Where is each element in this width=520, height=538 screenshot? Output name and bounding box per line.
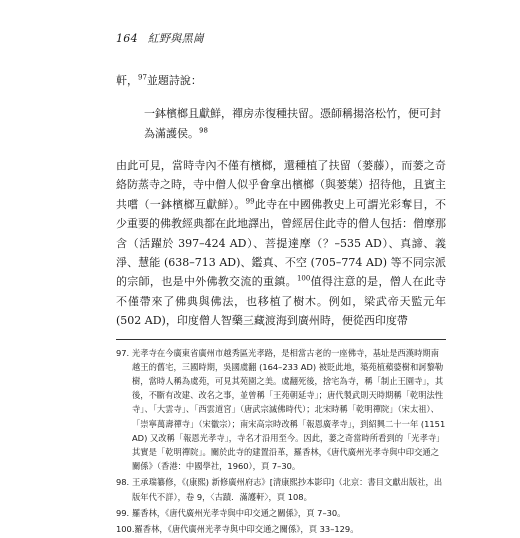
footnote-text: 羅香林，《唐代廣州光孝寺與中印交通之關係》，頁 33–129。 [134,524,359,535]
footnote-number: 98. [116,477,130,488]
poem-text: 一鉢檳榔且獻鮮，禪房赤復種扶留。憑師稱揚洛松竹，便可封為滿護侯。 [144,107,441,140]
main-paragraph [116,156,446,331]
footnote-text: 羅香林，《唐代廣州光孝寺與中印交通之關係》，頁 7–30。 [132,507,346,518]
paragraph-text-3: 值得注意的是，僧人在此寺不僅帶來了佛典與佛法，也移植了樹木。例如，梁武帝天監元年 (502 AD)，印度僧人智藥三藏渡海到廣州時，便從西印度帶 [116,275,447,328]
intro-line [116,72,446,90]
running-header [116,30,204,46]
footnote-number: 100. [116,524,135,535]
footnote-number: 99. [116,507,130,518]
quoted-poem [144,104,444,144]
footnote-97 [116,346,446,474]
footnote-ref-97[interactable]: 97 [138,73,147,82]
book-title: 紅野與黑崗 [147,32,205,45]
footnote-number: 97. [116,347,130,358]
footnote-ref-98[interactable]: 98 [199,126,208,135]
footnote-ref-99[interactable]: 99 [245,197,255,206]
footnote-text: 光孝寺在今廣東省廣州市越秀區光孝路，是相當古老的一座佛寺，基址是西漢時期南越王的舊宅，三國時期，吳國虞翻 (164–233 AD) 被貶此地，築苑植蘋婆樹和訶黎勒樹，當時人稱為虞苑，可見其苑園之美。虞翻死後，捨宅為寺，稱「制止王園寺」，其後，不斷有改建、改名之事，並曾稱「王苑朝延寺」；唐代製武則天時期稱「乾明法性寺」、「大雲寺」、「西雲道宮」（唐武宗滅佛時代）；北宋時稱「乾明禪院」（宋太祖）、「崇寧萬壽禪寺」（宋徽宗）；南宋高宗時改稱「報恩廣孝寺」，到紹興二十一年 (1151 AD) 又改稱「報恩光孝寺」，寺名才沿用至今。因此，蒌之奇當時所看到的「光孝寺」其實是「乾明禪院」。關於此寺的建置沿革，羅香林，《唐代廣州光孝寺與中印交通之關係》（香港：中國學社，1960），頁 7–30。 [132,347,446,472]
footnotes [116,339,446,537]
page-number: 164 [116,32,138,45]
footnote-100 [116,522,446,536]
paragraph-text-2: 此寺在中國佛教史上可謂光彩奪目，不少重要的佛教經典都在此地譯出，曾經居住此寺的僧人包括：僧摩那含（活躍於 397–424 AD）、菩提達摩（？–535 AD）、真諦、義淨、慧能 (638–713 AD)、鑑真、不空 (705–774 AD) 等不同宗派的宗師，也是中外佛教交流的重鎮。 [116,197,447,289]
footnote-99 [116,506,446,520]
intro-text-before: 軒， [116,74,138,87]
footnote-text: 王承瑞纂修，《(康熙) 新修廣州府志》[清康熙抄本影印]（北京：書目文獻出版社，出版年代不詳），卷 9，〈古蹟．滿護軒〉，頁 108。 [132,477,443,502]
paragraph-text-1: 由此可見，當時寺內不僅有檳榔，還種植了扶留（蒌藤），而蒌之奇絡防蒸寺之時，寺中僧人似乎會拿出檳榔（與蒌葉）招待他，且賓主共嚐（一鉢檳榔互獻鮮）。 [116,159,446,211]
intro-text-after: 並題詩說： [146,74,202,87]
footnote-ref-100[interactable]: 100 [296,274,311,283]
page-body [116,72,446,538]
